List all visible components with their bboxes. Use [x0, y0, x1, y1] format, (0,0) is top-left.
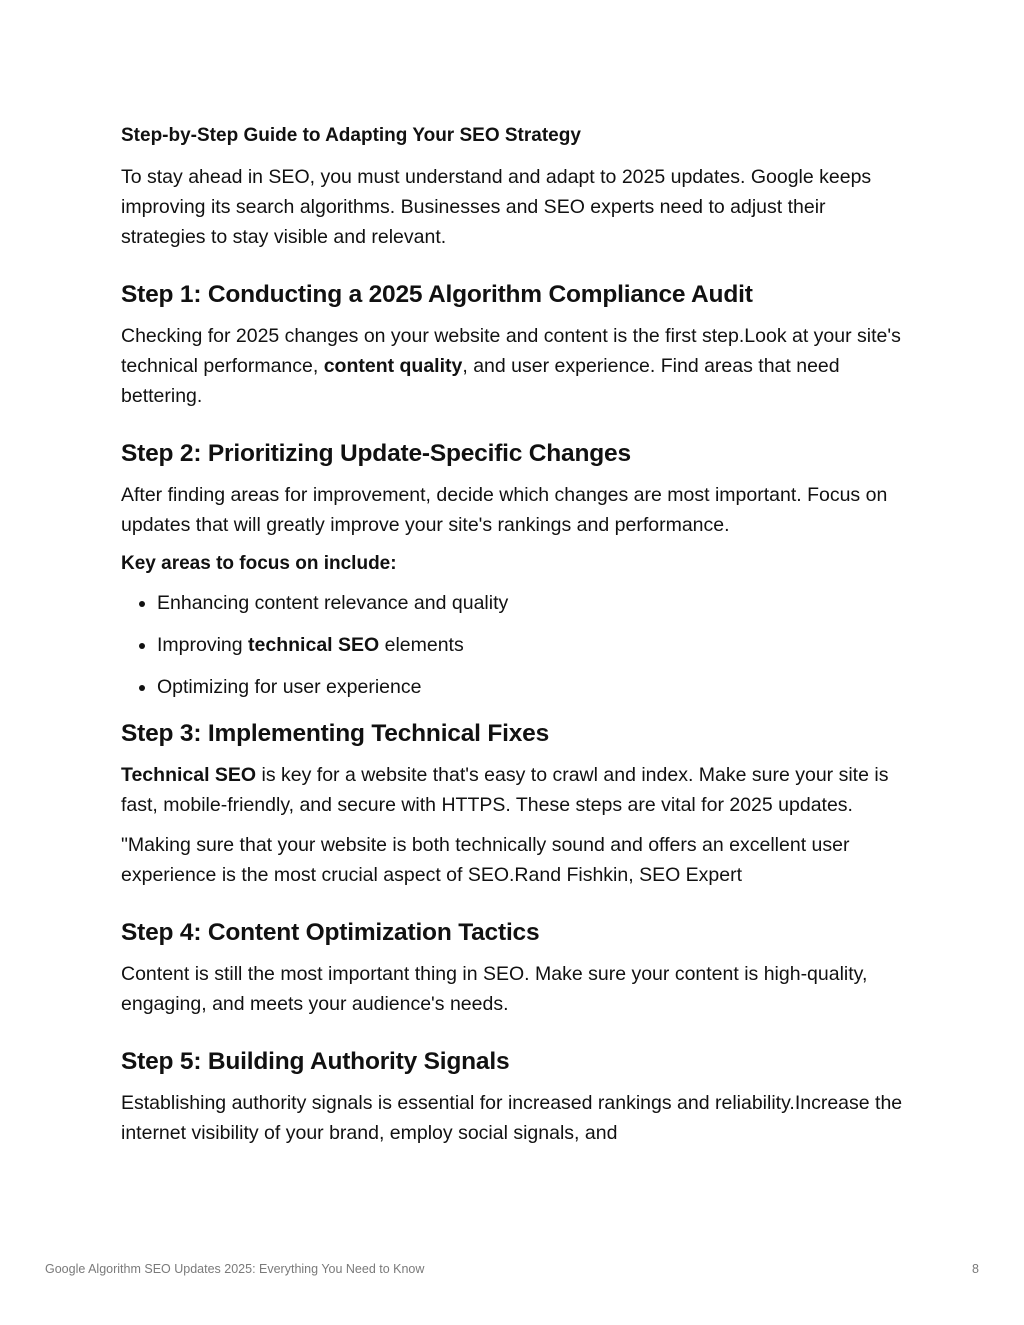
step1-text-after: , and user experience. Find areas that need bettering.: [121, 355, 840, 407]
list-item: [157, 588, 911, 618]
list-item-text: Improving: [157, 634, 249, 656]
step5-paragraph: Establishing authority signals is essential for increased rankings and reliability.Increase the internet visibility of your brand, employ social signals, and: [121, 1092, 903, 1144]
list-item: [157, 630, 911, 660]
list-item-bold-text: technical SEO: [248, 634, 380, 656]
step4-paragraph: Content is still the most important thing in SEO. Make sure your content is high-quality, engaging, and meets your audience's needs.: [121, 963, 868, 1015]
step1-text-before: Checking for 2025 changes on your website and content is the first step.Look at your site's technical performance,: [121, 325, 901, 377]
step3-paragraph: [121, 760, 911, 820]
key-areas-label: Key areas to focus on include:: [121, 553, 397, 574]
list-item-text: Optimizing for user experience: [157, 676, 422, 698]
step2-paragraph: After finding areas for improvement, decide which changes are most important. Focus on updates that will greatly improve your site's rankings and performance.: [121, 484, 888, 536]
document-body: [121, 122, 911, 1158]
step3-text-after: is key for a website that's easy to crawl and index. Make sure your site is fast, mobile-friendly, and secure with HTTPS. These steps are vital for 2025 updates.: [121, 764, 889, 816]
step3-quote: "Making sure that your website is both technically sound and offers an excellent user experience is the most crucial aspect of SEO.Rand Fishkin, SEO Expert: [121, 834, 850, 886]
footer-title: Google Algorithm SEO Updates 2025: Everything You Need to Know: [45, 1262, 425, 1276]
step3-bold-lead: Technical SEO: [121, 764, 257, 786]
step3-heading: Step 3: Implementing Technical Fixes: [121, 720, 550, 747]
step2-heading: Step 2: Prioritizing Update-Specific Changes: [121, 440, 631, 467]
section-heading: Step-by-Step Guide to Adapting Your SEO Strategy: [121, 125, 581, 146]
step5-heading: Step 5: Building Authority Signals: [121, 1048, 510, 1075]
step1-heading: Step 1: Conducting a 2025 Algorithm Compliance Audit: [121, 281, 753, 308]
list-item: [157, 672, 911, 702]
step4-heading: Step 4: Content Optimization Tactics: [121, 919, 540, 946]
step1-bold-text: content quality: [323, 355, 463, 377]
intro-paragraph: To stay ahead in SEO, you must understand and adapt to 2025 updates. Google keeps improving its search algorithms. Businesses and SEO experts need to adjust their strategies to stay visible and relevant.: [121, 166, 872, 248]
step1-paragraph: [121, 321, 911, 411]
page-number: 8: [972, 1262, 979, 1276]
list-item-text-after: elements: [379, 634, 464, 656]
list-item-text: Enhancing content relevance and quality: [157, 592, 509, 614]
key-areas-list: [121, 588, 911, 702]
